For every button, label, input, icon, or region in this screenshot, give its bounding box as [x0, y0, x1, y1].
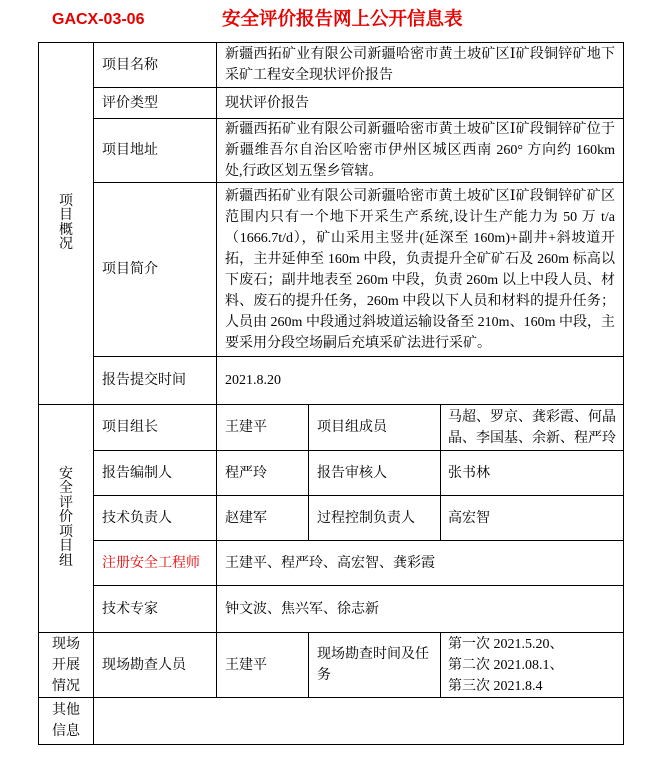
value-evaluation-type: 现状评价报告: [217, 88, 624, 119]
survey-time-3: 第三次 2021.8.4: [448, 678, 543, 694]
row-safety-engineers: [39, 541, 624, 586]
row-project-intro: [39, 183, 624, 357]
label-report-reviewer: 报告审核人: [309, 451, 441, 496]
row-technical-experts: [39, 586, 624, 633]
label-evaluation-type: 评价类型: [94, 88, 217, 119]
value-project-address: 新疆西拓矿业有限公司新疆哈密市黄土坡矿区Ⅰ矿段铜锌矿位于新疆维吾尔自治区哈密市伊州区城区西南 260° 方向约 160km 处,行政区划五堡乡管辖。: [217, 119, 624, 183]
label-team-members: 项目组成员: [309, 405, 441, 451]
label-project-intro: 项目简介: [94, 183, 217, 357]
value-safety-engineers: 王建平、程严玲、高宏智、龚彩霞: [217, 541, 624, 586]
value-report-author: 程严玲: [217, 451, 309, 496]
row-project-name: [39, 43, 624, 88]
row-evaluation-type: [39, 88, 624, 119]
value-report-reviewer: 张书林: [441, 451, 624, 496]
row-site-survey: [39, 633, 624, 698]
value-project-intro: 新疆西拓矿业有限公司新疆哈密市黄土坡矿区Ⅰ矿段铜锌矿矿区范围内只有一个地下开采生产系统,设计生产能力为 50 万 t/a（1666.7t/d），矿山采用主竖井(延深至 160m)+副井+斜坡道开拓，主井延伸至 160m 中段，负责提升全矿矿石及 260m 标高以下废石；副井地表至 260m 中段，负责 260m 以上中段人员、材料、废石的提升任务，260m 中段以下人员和材料的提升任务；人员由 260m 中段通过斜坡道运输设备至 210m、160m 中段，主要采用分段空场嗣后充填采矿法进行采矿。: [217, 183, 624, 357]
section-other-label: 其他信息: [52, 703, 80, 739]
label-submit-date: 报告提交时间: [94, 357, 217, 405]
row-team-leader: [39, 405, 624, 451]
value-submit-date: 2021.8.20: [217, 357, 624, 405]
survey-time-2: 第二次 2021.08.1、: [448, 657, 564, 673]
label-safety-engineers: 注册安全工程师: [94, 541, 217, 586]
section-team-label: 安全评价项目组: [59, 466, 73, 569]
value-team-members: 马超、罗京、龚彩霞、何晶晶、李国基、余新、程严玲: [441, 405, 624, 451]
label-technical-lead: 技术负责人: [94, 496, 217, 541]
label-survey-times: 现场勘查时间及任务: [309, 633, 441, 698]
value-survey-times: [441, 633, 624, 698]
section-other: [39, 698, 94, 745]
value-technical-experts: 钟文波、焦兴军、徐志新: [217, 586, 624, 633]
document-code: GACX-03-06: [52, 11, 145, 28]
section-overview-label: 项目概况: [59, 193, 73, 252]
value-other-info: [94, 698, 624, 745]
info-table: [38, 42, 624, 745]
label-process-control: 过程控制负责人: [309, 496, 441, 541]
section-site: [39, 633, 94, 698]
document-title: 安全评价报告网上公开信息表: [222, 10, 463, 30]
value-process-control: 高宏智: [441, 496, 624, 541]
survey-time-1: 第一次 2021.5.20、: [448, 636, 564, 652]
section-site-label: 现场开展情况: [52, 636, 80, 694]
label-project-address: 项目地址: [94, 119, 217, 183]
label-project-name: 项目名称: [94, 43, 217, 88]
value-project-name: 新疆西拓矿业有限公司新疆哈密市黄土坡矿区Ⅰ矿段铜锌矿地下采矿工程安全现状评价报告: [217, 43, 624, 88]
section-overview: [39, 43, 94, 405]
value-technical-lead: 赵建军: [217, 496, 309, 541]
value-site-surveyors: 王建平: [217, 633, 309, 698]
value-team-leader: 王建平: [217, 405, 309, 451]
section-team: [39, 405, 94, 633]
row-project-address: [39, 119, 624, 183]
label-team-leader: 项目组长: [94, 405, 217, 451]
row-other-info: [39, 698, 624, 745]
label-site-surveyors: 现场勘查人员: [94, 633, 217, 698]
label-report-author: 报告编制人: [94, 451, 217, 496]
row-report-author: [39, 451, 624, 496]
row-technical-lead: [39, 496, 624, 541]
row-submit-date: [39, 357, 624, 405]
label-technical-experts: 技术专家: [94, 586, 217, 633]
